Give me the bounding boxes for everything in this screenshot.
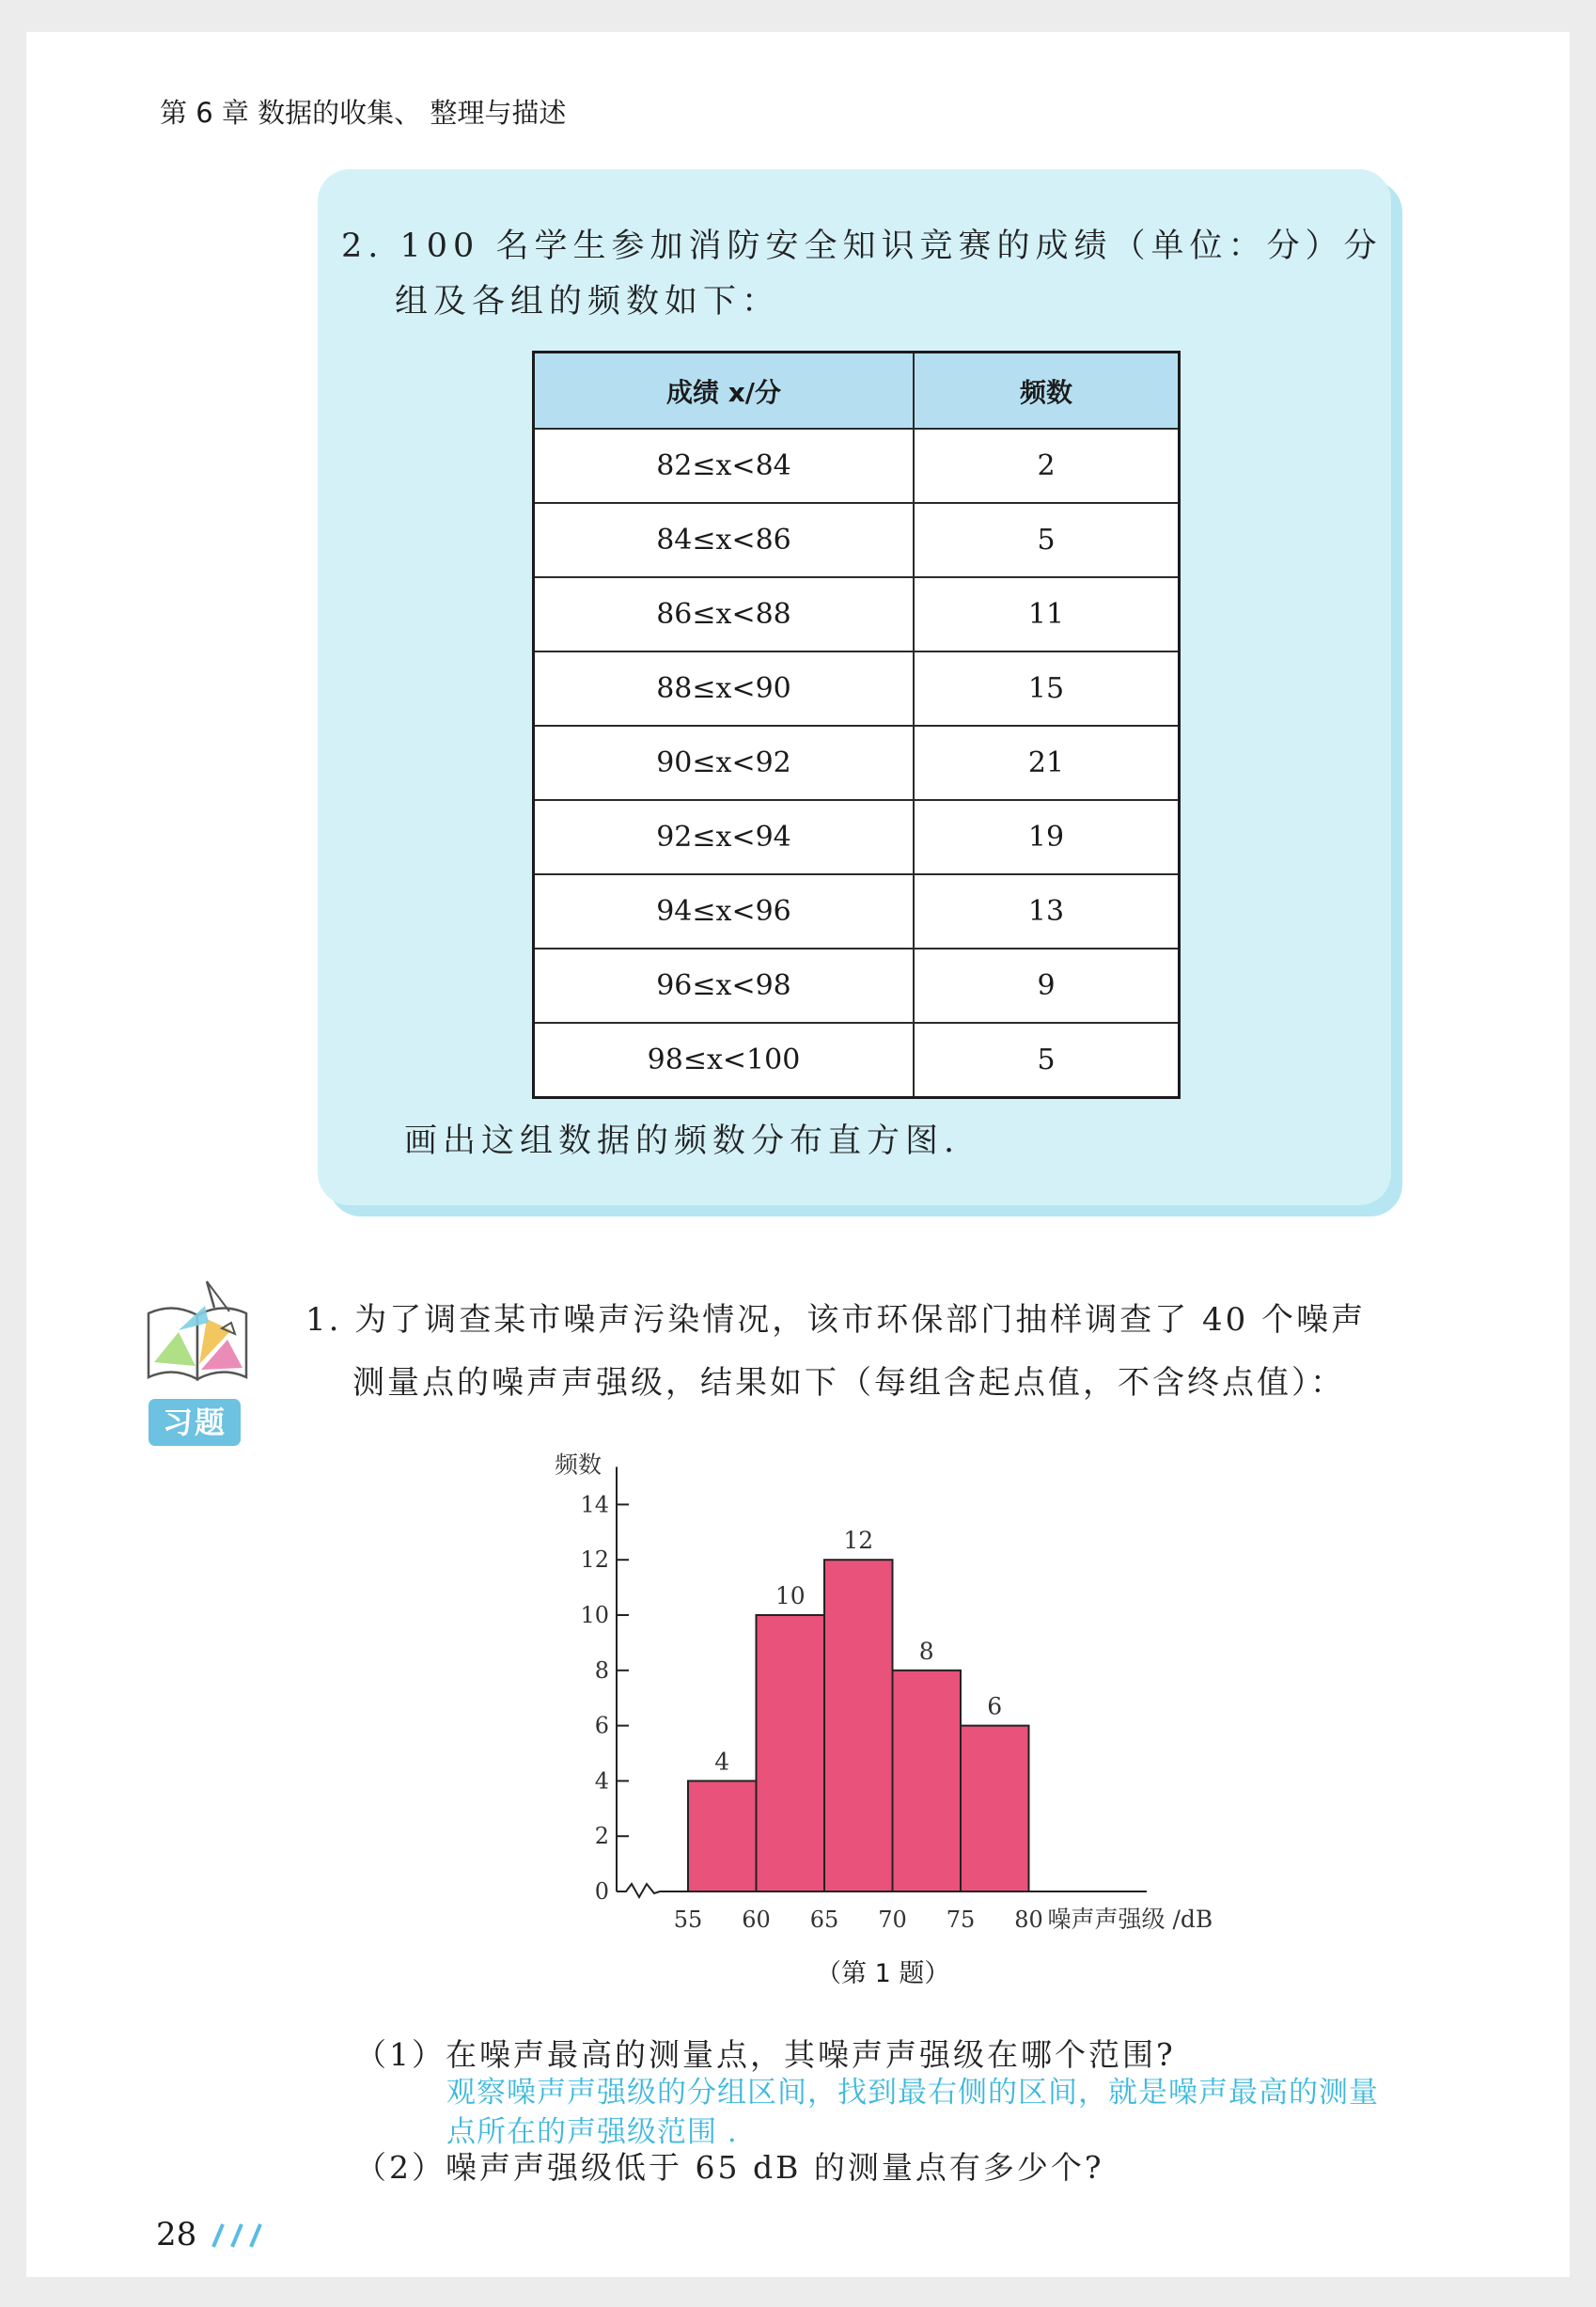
exercise-2-text-line1: 2. 100 名学生参加消防安全知识竞赛的成绩（单位：分）分 <box>341 228 1383 265</box>
column-header-score: 成绩 x/分 <box>534 353 915 430</box>
y-tick-label: 6 <box>594 1712 609 1739</box>
exercise-badge: 习题 <box>149 1399 241 1446</box>
x-tick-label: 55 <box>673 1907 703 1933</box>
y-tick-label: 4 <box>594 1767 609 1795</box>
table-row <box>534 949 1180 1023</box>
score-range-cell: 98≤x<100 <box>534 1023 915 1098</box>
y-axis-label: 频数 <box>555 1451 602 1479</box>
x-tick-label: 80 <box>1014 1907 1043 1933</box>
x-axis-break-mark <box>617 1884 660 1897</box>
frequency-cell: 5 <box>914 1023 1180 1098</box>
table-row <box>534 503 1180 577</box>
table-row <box>534 429 1180 503</box>
question-1-text-line1: 1. 为了调查某市噪声污染情况，该市环保部门抽样调查了 40 个噪声 <box>305 1301 1367 1339</box>
table-header-row <box>534 353 1180 430</box>
frequency-cell: 15 <box>914 651 1180 726</box>
table-row <box>534 726 1180 800</box>
score-range-cell: 90≤x<92 <box>534 726 915 800</box>
bar-value-label: 8 <box>918 1637 934 1665</box>
y-tick-label: 10 <box>580 1602 609 1628</box>
x-tick-label: 65 <box>809 1907 839 1933</box>
question-1-text-line2: 测量点的噪声声强级，结果如下（每组含起点值，不含终点值）： <box>352 1364 1345 1402</box>
exercise-2-instruction: 画出这组数据的频数分布直方图. <box>404 1122 961 1160</box>
table-row <box>534 577 1180 651</box>
y-tick-label: 14 <box>580 1491 609 1518</box>
histogram-bar <box>824 1560 893 1891</box>
score-range-cell: 86≤x<88 <box>534 577 915 651</box>
table-row <box>534 651 1180 726</box>
frequency-cell: 19 <box>914 800 1180 874</box>
histogram-bar <box>688 1781 757 1891</box>
frequency-cell: 21 <box>914 726 1180 800</box>
hint-text-line2: 点所在的声强级范围 . <box>446 2115 738 2149</box>
sub-question-2: （2）噪声声强级低于 65 dB 的测量点有多少个? <box>355 2149 1104 2186</box>
bar-value-label: 4 <box>714 1748 730 1776</box>
frequency-cell: 9 <box>914 949 1180 1023</box>
x-axis-label: 噪声声强级 /dB <box>1047 1906 1213 1933</box>
table-row <box>534 800 1180 874</box>
table-row <box>534 1023 1180 1098</box>
bar-value-label: 10 <box>775 1582 806 1609</box>
sub-question-1: （1）在噪声最高的测量点，其噪声声强级在哪个范围? <box>355 2036 1176 2073</box>
table-row <box>534 874 1180 949</box>
score-range-cell: 84≤x<86 <box>534 503 915 577</box>
y-tick-label: 12 <box>580 1546 609 1574</box>
page-number: 28 <box>156 2216 197 2253</box>
y-tick-label: 2 <box>594 1823 609 1850</box>
frequency-cell: 11 <box>914 577 1180 651</box>
hint-text-line1: 观察噪声声强级的分组区间，找到最右侧的区间，就是噪声最高的测量 <box>446 2076 1379 2110</box>
score-range-cell: 94≤x<96 <box>534 874 915 949</box>
bar-value-label: 6 <box>987 1692 1003 1720</box>
frequency-cell: 5 <box>914 503 1180 577</box>
score-range-cell: 96≤x<98 <box>534 949 915 1023</box>
score-range-cell: 82≤x<84 <box>534 429 915 503</box>
histogram-bar <box>893 1671 962 1891</box>
page-slash-decoration-icon <box>202 2221 268 2251</box>
score-range-cell: 88≤x<90 <box>534 651 915 726</box>
exercise-2-text-line2: 组及各组的频数如下： <box>395 283 781 321</box>
score-range-cell: 92≤x<94 <box>534 800 915 874</box>
frequency-cell: 2 <box>914 429 1180 503</box>
histogram-bar <box>961 1726 1029 1891</box>
x-tick-label: 70 <box>878 1907 907 1933</box>
y-tick-label: 8 <box>594 1656 609 1684</box>
column-header-frequency: 频数 <box>914 353 1180 430</box>
x-tick-label: 60 <box>742 1907 771 1933</box>
frequency-table <box>532 351 1181 1099</box>
y-tick-label: 0 <box>594 1878 609 1905</box>
chapter-header: 第 6 章 数据的收集、 整理与描述 <box>160 97 567 129</box>
bar-value-label: 12 <box>843 1527 874 1555</box>
x-tick-label: 75 <box>946 1907 976 1933</box>
histogram-bar <box>757 1615 825 1891</box>
figure-caption: （第 1 题） <box>816 1959 950 1988</box>
histogram-chart <box>526 1420 1278 1946</box>
frequency-cell: 13 <box>914 874 1180 949</box>
